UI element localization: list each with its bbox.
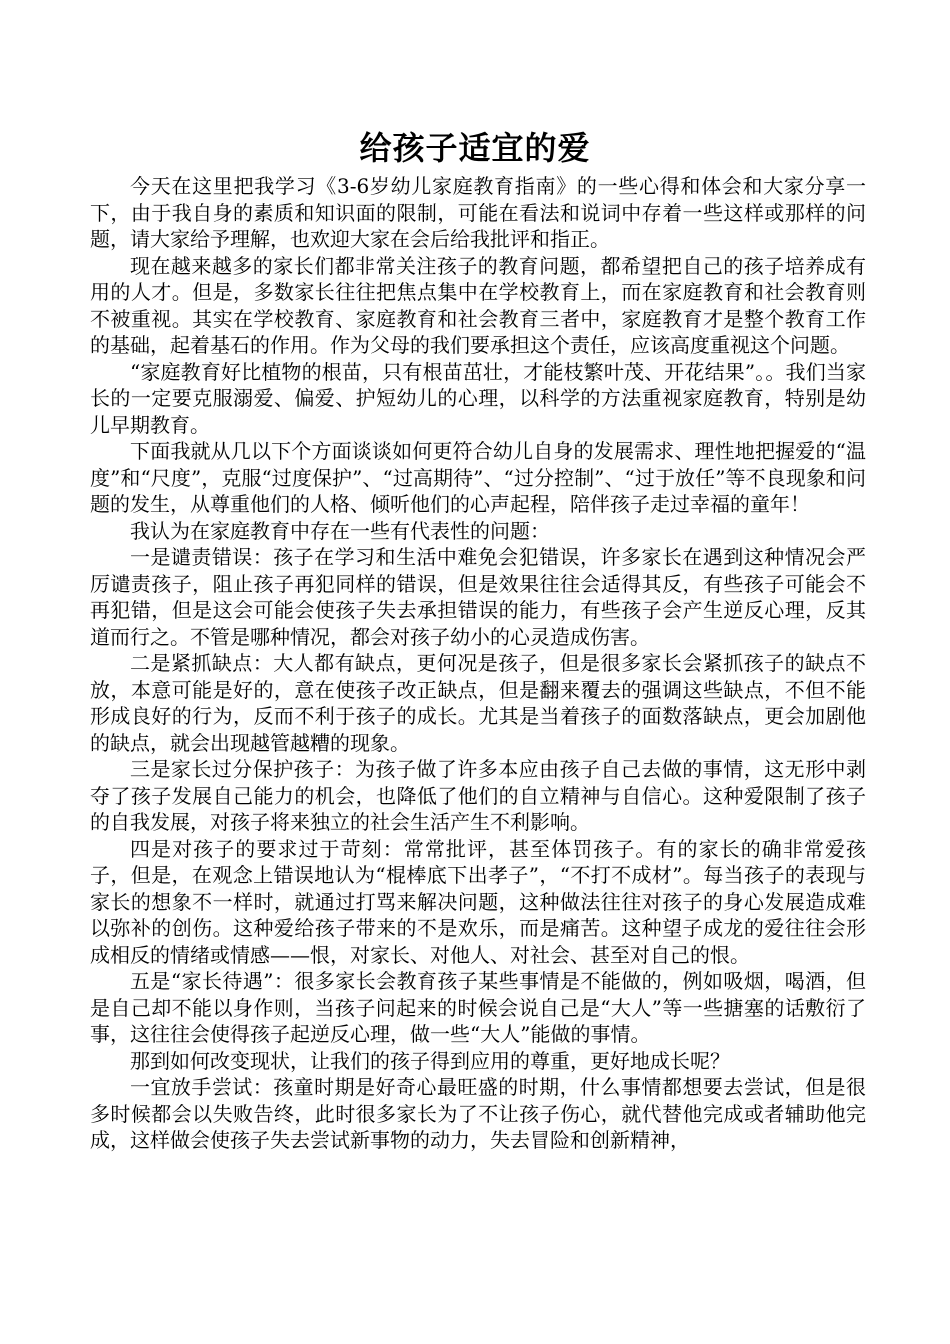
paragraph-8: 三是家长过分保护孩子：为孩子做了许多本应由孩子自己去做的事情，这无形中剥夺了孩子发展自己能力的机会，也降低了他们的自立精神与自信心。这种爱限制了孩子的自我发展，对孩子将来独立的社会生活产生不利影响。	[90, 757, 866, 834]
paragraph-10: 五是“家长待遇”：很多家长会教育孩子某些事情是不能做的，例如吸烟，喝酒，但是自己却不能以身作则，当孩子问起来的时候会说自己是“大人”等一些搪塞的话敷衍了事，这往往会使得孩子起逆反心理，做一些“大人”能做的事情。	[90, 969, 866, 1046]
document-body	[90, 173, 866, 1154]
paragraph-12: 一宜放手尝试：孩童时期是好奇心最旺盛的时期，什么事情都想要去尝试，但是很多时候都会以失败告终，此时很多家长为了不让孩子伤心，就代替他完成或者辅助他完成，这样做会使孩子失去尝试新事物的动力，失去冒险和创新精神，	[90, 1075, 866, 1152]
document-title: 给孩子适宜的爱	[359, 129, 591, 167]
paragraph-4: 下面我就从几以下个方面谈谈如何更符合幼儿自身的发展需求、理性地把握爱的“温度”和“尺度”，克服“过度保护”、“过高期待”、“过分控制”、“过于放任”等不良现象和问题的发生，从尊重他们的人格、倾听他们的心声起程，陪伴孩子走过幸福的童年！	[90, 439, 866, 516]
paragraph-11: 那到如何改变现状，让我们的孩子得到应用的尊重，更好地成长呢？	[130, 1048, 730, 1073]
paragraph-9: 四是对孩子的要求过于苛刻：常常批评，甚至体罚孩子。有的家长的确非常爱孩子，但是，在观念上错误地认为“棍棒底下出孝子”，“不打不成材”。每当孩子的表现与家长的想象不一样时，就通过打骂来解决问题，这种做法往往对孩子的身心发展造成难以弥补的创伤。这种爱给孩子带来的不是欢乐，而是痛苦。这种望子成龙的爱往往会形成相反的情绪或情感——恨，对家长、对他人、对社会、甚至对自己的恨。	[90, 836, 866, 967]
paragraph-6: 一是谴责错误：孩子在学习和生活中难免会犯错误，许多家长在遇到这种情况会严厉谴责孩子，阻止孩子再犯同样的错误，但是效果往往会适得其反，有些孩子可能会不再犯错，但是这会可能会使孩子失去承担错误的能力，有些孩子会产生逆反心理，反其道而行之。不管是哪种情况，都会对孩子幼小的心灵造成伤害。	[90, 545, 866, 649]
paragraph-3: “家庭教育好比植物的根苗，只有根苗茁壮，才能枝繁叶茂、开花结果”。。我们当家长的一定要克服溺爱、偏爱、护短幼儿的心理，以科学的方法重视家庭教育，特别是幼儿早期教育。	[90, 359, 866, 437]
paragraph-7: 二是紧抓缺点：大人都有缺点，更何况是孩子，但是很多家长会紧抓孩子的缺点不放，本意可能是好的，意在使孩子改正缺点，但是翻来覆去的强调这些缺点，不但不能形成良好的行为，反而不利于孩子的成长。尤其是当着孩子的面数落缺点，更会加剧他的缺点，就会出现越管越糟的现象。	[90, 651, 866, 755]
paragraph-5: 我认为在家庭教育中存在一些有代表性的问题：	[130, 518, 550, 543]
paragraph-1: 今天在这里把我学习《3-6岁幼儿家庭教育指南》的一些心得和体会和大家分享一下，由于我自身的素质和知识面的限制，可能在看法和说词中存着一些这样或那样的问题，请大家给予理解，也欢迎大家在会后给我批评和指正。	[90, 174, 866, 251]
paragraph-2: 现在越来越多的家长们都非常关注孩子的教育问题，都希望把自己的孩子培养成有用的人才。但是，多数家长往往把焦点集中在学校教育上，而在家庭教育和社会教育则不被重视。其实在学校教育、家庭教育和社会教育三者中，家庭教育才是整个教育工作的基础，起着基石的作用。作为父母的我们要承担这个责任，应该高度重视这个问题。	[90, 253, 866, 357]
